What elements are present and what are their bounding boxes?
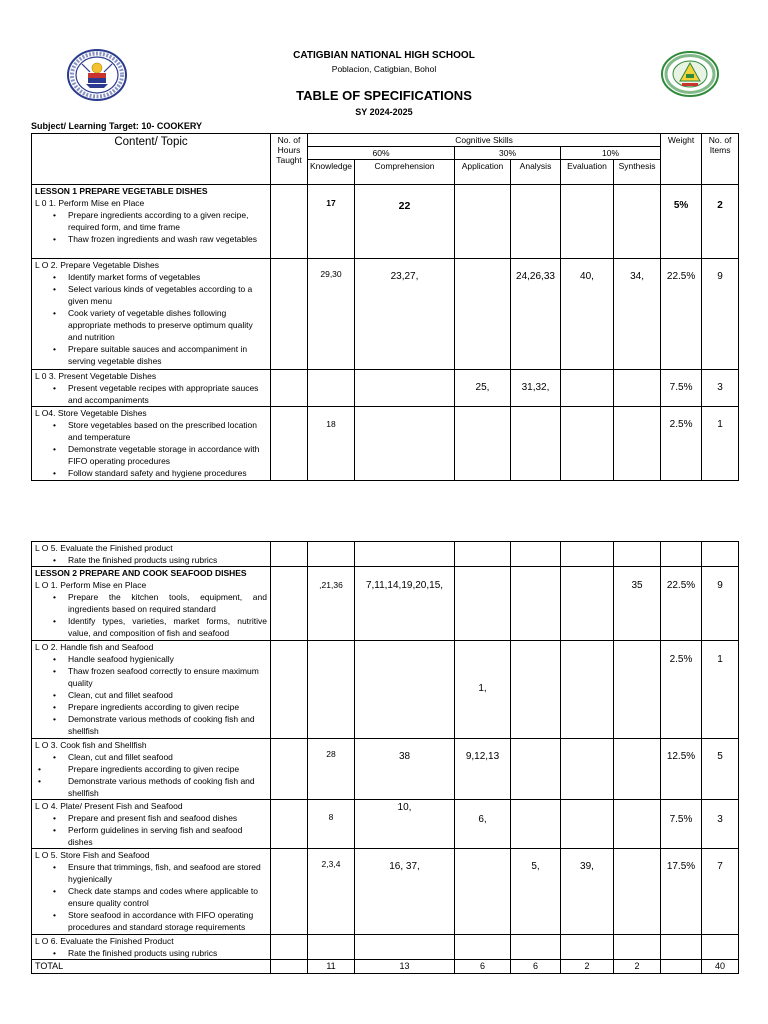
list-item: • Prepare ingredients according to a given recipe, required form, and time frame: [35, 209, 267, 233]
learning-outcome-label: L O 2. Handle fish and Seafood: [35, 642, 154, 652]
weight-cell: 22.5%: [661, 259, 702, 370]
list-item: • Demonstrate vegetable storage in accordance with FIFO operating procedures: [35, 443, 267, 467]
total-application: 6: [455, 960, 511, 974]
specification-table-part-1: [31, 133, 739, 481]
topic-cell: [32, 259, 271, 370]
list-item: • Present vegetable recipes with appropriate sauces and accompaniments: [35, 382, 267, 406]
total-analysis: 6: [511, 960, 561, 974]
knowledge-cell: 28: [308, 739, 355, 800]
list-item: • Demonstrate various methods of cooking fish and shellfish: [35, 713, 267, 737]
knowledge-cell: 2,3,4: [308, 849, 355, 935]
list-item: • Store seafood in accordance with FIFO operating procedures and standard storage requirements: [35, 909, 267, 933]
total-row: [32, 960, 739, 974]
analysis-cell: [511, 641, 561, 739]
synthesis-cell: [614, 370, 661, 407]
learning-outcome-label: L O 4. Plate/ Present Fish and Seafood: [35, 801, 183, 811]
application-cell: 9,12,13: [455, 739, 511, 800]
hours-cell: [271, 849, 308, 935]
comprehension-cell: [355, 370, 455, 407]
total-label: TOTAL: [32, 960, 271, 974]
topic-cell: [32, 542, 271, 567]
analysis-cell: [511, 407, 561, 481]
content-topic-header: Content/ Topic: [32, 134, 271, 185]
items-cell: 9: [702, 259, 739, 370]
evaluation-cell: [561, 739, 614, 800]
synthesis-cell: [614, 739, 661, 800]
knowledge-cell: [308, 370, 355, 407]
comprehension-cell: 22: [355, 185, 455, 259]
school-year: SY 2024-2025: [355, 107, 413, 117]
hours-cell: [271, 800, 308, 849]
topic-cell: [32, 370, 271, 407]
lesson-title: LESSON 2 PREPARE AND COOK SEAFOOD DISHES: [35, 568, 247, 578]
weight-cell: 7.5%: [661, 370, 702, 407]
application-cell: 25,: [455, 370, 511, 407]
knowledge-cell: 29,30: [308, 259, 355, 370]
application-cell: [455, 185, 511, 259]
list-item: • Thaw frozen ingredients and wash raw vegetables: [35, 233, 267, 245]
application-cell: [455, 259, 511, 370]
items-cell: 1: [702, 641, 739, 739]
weight-cell: 2.5%: [661, 407, 702, 481]
hours-cell: [271, 259, 308, 370]
synthesis-header: Synthesis: [614, 160, 661, 185]
analysis-cell: [511, 567, 561, 641]
list-item: • Check date stamps and codes where applicable to ensure quality control: [35, 885, 267, 909]
school-address: Poblacion, Catigbian, Bohol: [331, 64, 437, 74]
learning-outcome-label: L 0 3. Present Vegetable Dishes: [35, 371, 157, 381]
topic-cell: [32, 641, 271, 739]
items-cell: 2: [702, 185, 739, 259]
topic-cell: [32, 935, 271, 960]
analysis-cell: [511, 800, 561, 849]
list-item: • Prepare ingredients according to given recipe: [35, 763, 267, 775]
list-item: • Perform guidelines in serving fish and seafood dishes: [35, 824, 267, 848]
evaluation-cell: 40,: [561, 259, 614, 370]
total-items: 40: [702, 960, 739, 974]
hours-cell: [271, 739, 308, 800]
total-comprehension: 13: [355, 960, 455, 974]
topic-cell: [32, 407, 271, 481]
evaluation-cell: [561, 567, 614, 641]
weight-cell: 12.5%: [661, 739, 702, 800]
comprehension-cell: [355, 407, 455, 481]
synthesis-cell: [614, 800, 661, 849]
list-item: • Identify market forms of vegetables: [35, 271, 267, 283]
list-item: • Store vegetables based on the prescribed location and temperature: [35, 419, 267, 443]
list-item: • Clean, cut and fillet seafood: [35, 689, 267, 701]
items-cell: 9: [702, 567, 739, 641]
lesson-title: LESSON 1 PREPARE VEGETABLE DISHES: [35, 186, 208, 196]
table-row: [32, 567, 739, 641]
application-cell: [455, 567, 511, 641]
topic-cell: [32, 185, 271, 259]
table-row: [32, 407, 739, 481]
school-name: CATIGBIAN NATIONAL HIGH SCHOOL: [293, 50, 475, 61]
analysis-cell: [511, 739, 561, 800]
table-row: [32, 739, 739, 800]
items-cell: 5: [702, 739, 739, 800]
application-header: Application: [455, 160, 511, 185]
evaluation-cell: [561, 641, 614, 739]
evaluation-cell: [561, 185, 614, 259]
knowledge-header: Knowledge: [308, 160, 355, 185]
list-item: • Cook variety of vegetable dishes following appropriate methods to preserve optimum quality and nutrition: [35, 307, 267, 343]
table-row: [32, 800, 739, 849]
learning-outcome-label: L O 3. Cook fish and Shellfish: [35, 740, 147, 750]
hours-cell: [271, 407, 308, 481]
list-item: • Prepare ingredients according to given recipe: [35, 701, 267, 713]
total-evaluation: 2: [561, 960, 614, 974]
comprehension-cell: [355, 641, 455, 739]
comprehension-cell: 7,11,14,19,20,15,: [355, 567, 455, 641]
hours-taught-header: No. of Hours Taught: [271, 134, 308, 185]
hours-cell: [271, 370, 308, 407]
list-item: • Follow standard safety and hygiene procedures: [35, 467, 267, 479]
comprehension-cell: 23,27,: [355, 259, 455, 370]
weight-cell: 2.5%: [661, 641, 702, 739]
list-item: • Ensure that trimmings, fish, and seafood are stored hygienically: [35, 861, 267, 885]
list-item: • Select various kinds of vegetables according to a given menu: [35, 283, 267, 307]
hours-cell: [271, 641, 308, 739]
topic-cell: [32, 739, 271, 800]
document-title: TABLE OF SPECIFICATIONS: [296, 88, 472, 103]
topic-cell: [32, 849, 271, 935]
table-row: [32, 370, 739, 407]
list-item: • Prepare the kitchen tools, equipment, and ingredients based on required standard: [35, 591, 267, 615]
analysis-cell: 5,: [511, 849, 561, 935]
subject-line: Subject/ Learning Target: 10- COOKERY: [31, 121, 203, 131]
weight-cell: 5%: [661, 185, 702, 259]
table-row: [32, 542, 739, 567]
list-item: • Prepare and present fish and seafood dishes: [35, 812, 267, 824]
topic-cell: [32, 567, 271, 641]
list-item: • Clean, cut and fillet seafood: [35, 751, 267, 763]
synthesis-cell: 34,: [614, 259, 661, 370]
list-item: • Prepare suitable sauces and accompaniment in serving vegetable dishes: [35, 343, 267, 367]
synthesis-cell: [614, 641, 661, 739]
topic-cell: [32, 800, 271, 849]
list-item: • Rate the finished products using rubrics: [35, 554, 267, 566]
pct-30-header: 30%: [455, 147, 561, 160]
knowledge-cell: [308, 641, 355, 739]
items-cell: 7: [702, 849, 739, 935]
application-cell: 6,: [455, 800, 511, 849]
hours-cell: [271, 960, 308, 974]
total-knowledge: 11: [308, 960, 355, 974]
comprehension-cell: 16, 37,: [355, 849, 455, 935]
cognitive-skills-header: Cognitive Skills: [308, 134, 661, 147]
hours-cell: [271, 567, 308, 641]
synthesis-cell: 35: [614, 567, 661, 641]
list-item: • Demonstrate various methods of cooking fish and shellfish: [35, 775, 267, 799]
table-row: [32, 849, 739, 935]
list-item: • Thaw frozen seafood correctly to ensure maximum quality: [35, 665, 267, 689]
items-cell: 3: [702, 370, 739, 407]
items-cell: 1: [702, 407, 739, 481]
table-row: [32, 935, 739, 960]
total-weight: [661, 960, 702, 974]
weight-header: Weight: [661, 134, 702, 185]
table-row: [32, 259, 739, 370]
learning-outcome-label: L O 5. Store Fish and Seafood: [35, 850, 150, 860]
specification-table-part-2: [31, 541, 739, 974]
analysis-cell: 24,26,33: [511, 259, 561, 370]
weight-cell: 22.5%: [661, 567, 702, 641]
knowledge-cell: ,21,36: [308, 567, 355, 641]
pct-10-header: 10%: [561, 147, 661, 160]
list-item: • Rate the finished products using rubrics: [35, 947, 267, 959]
learning-outcome-label: L O 2. Prepare Vegetable Dishes: [35, 260, 159, 270]
evaluation-cell: 39,: [561, 849, 614, 935]
knowledge-cell: 18: [308, 407, 355, 481]
items-header: No. of Items: [702, 134, 739, 185]
analysis-cell: [511, 185, 561, 259]
comprehension-cell: 38: [355, 739, 455, 800]
learning-outcome-label: L 0 1. Perform Mise en Place: [35, 198, 145, 208]
evaluation-cell: [561, 407, 614, 481]
items-cell: 3: [702, 800, 739, 849]
learning-outcome-label: L O 1. Perform Mise en Place: [35, 580, 147, 590]
knowledge-cell: 17: [308, 185, 355, 259]
synthesis-cell: [614, 849, 661, 935]
total-synthesis: 2: [614, 960, 661, 974]
application-cell: 1,: [455, 641, 511, 739]
application-cell: [455, 407, 511, 481]
analysis-header: Analysis: [511, 160, 561, 185]
list-item: • Identify types, varieties, market forms, nutritive value, and composition of fish and seafood: [35, 615, 267, 639]
knowledge-cell: 8: [308, 800, 355, 849]
learning-outcome-label: L O 6. Evaluate the Finished Product: [35, 936, 174, 946]
application-cell: [455, 849, 511, 935]
comprehension-cell: 10,: [355, 800, 455, 849]
evaluation-header: Evaluation: [561, 160, 614, 185]
pct-60-header: 60%: [308, 147, 455, 160]
learning-outcome-label: L O4. Store Vegetable Dishes: [35, 408, 147, 418]
table-row: [32, 185, 739, 259]
comprehension-header: Comprehension: [355, 160, 455, 185]
synthesis-cell: [614, 185, 661, 259]
weight-cell: 7.5%: [661, 800, 702, 849]
table-row: [32, 641, 739, 739]
evaluation-cell: [561, 800, 614, 849]
synthesis-cell: [614, 407, 661, 481]
list-item: • Handle seafood hygienically: [35, 653, 267, 665]
weight-cell: 17.5%: [661, 849, 702, 935]
evaluation-cell: [561, 370, 614, 407]
learning-outcome-label: L O 5. Evaluate the Finished product: [35, 543, 173, 553]
hours-cell: [271, 185, 308, 259]
analysis-cell: 31,32,: [511, 370, 561, 407]
